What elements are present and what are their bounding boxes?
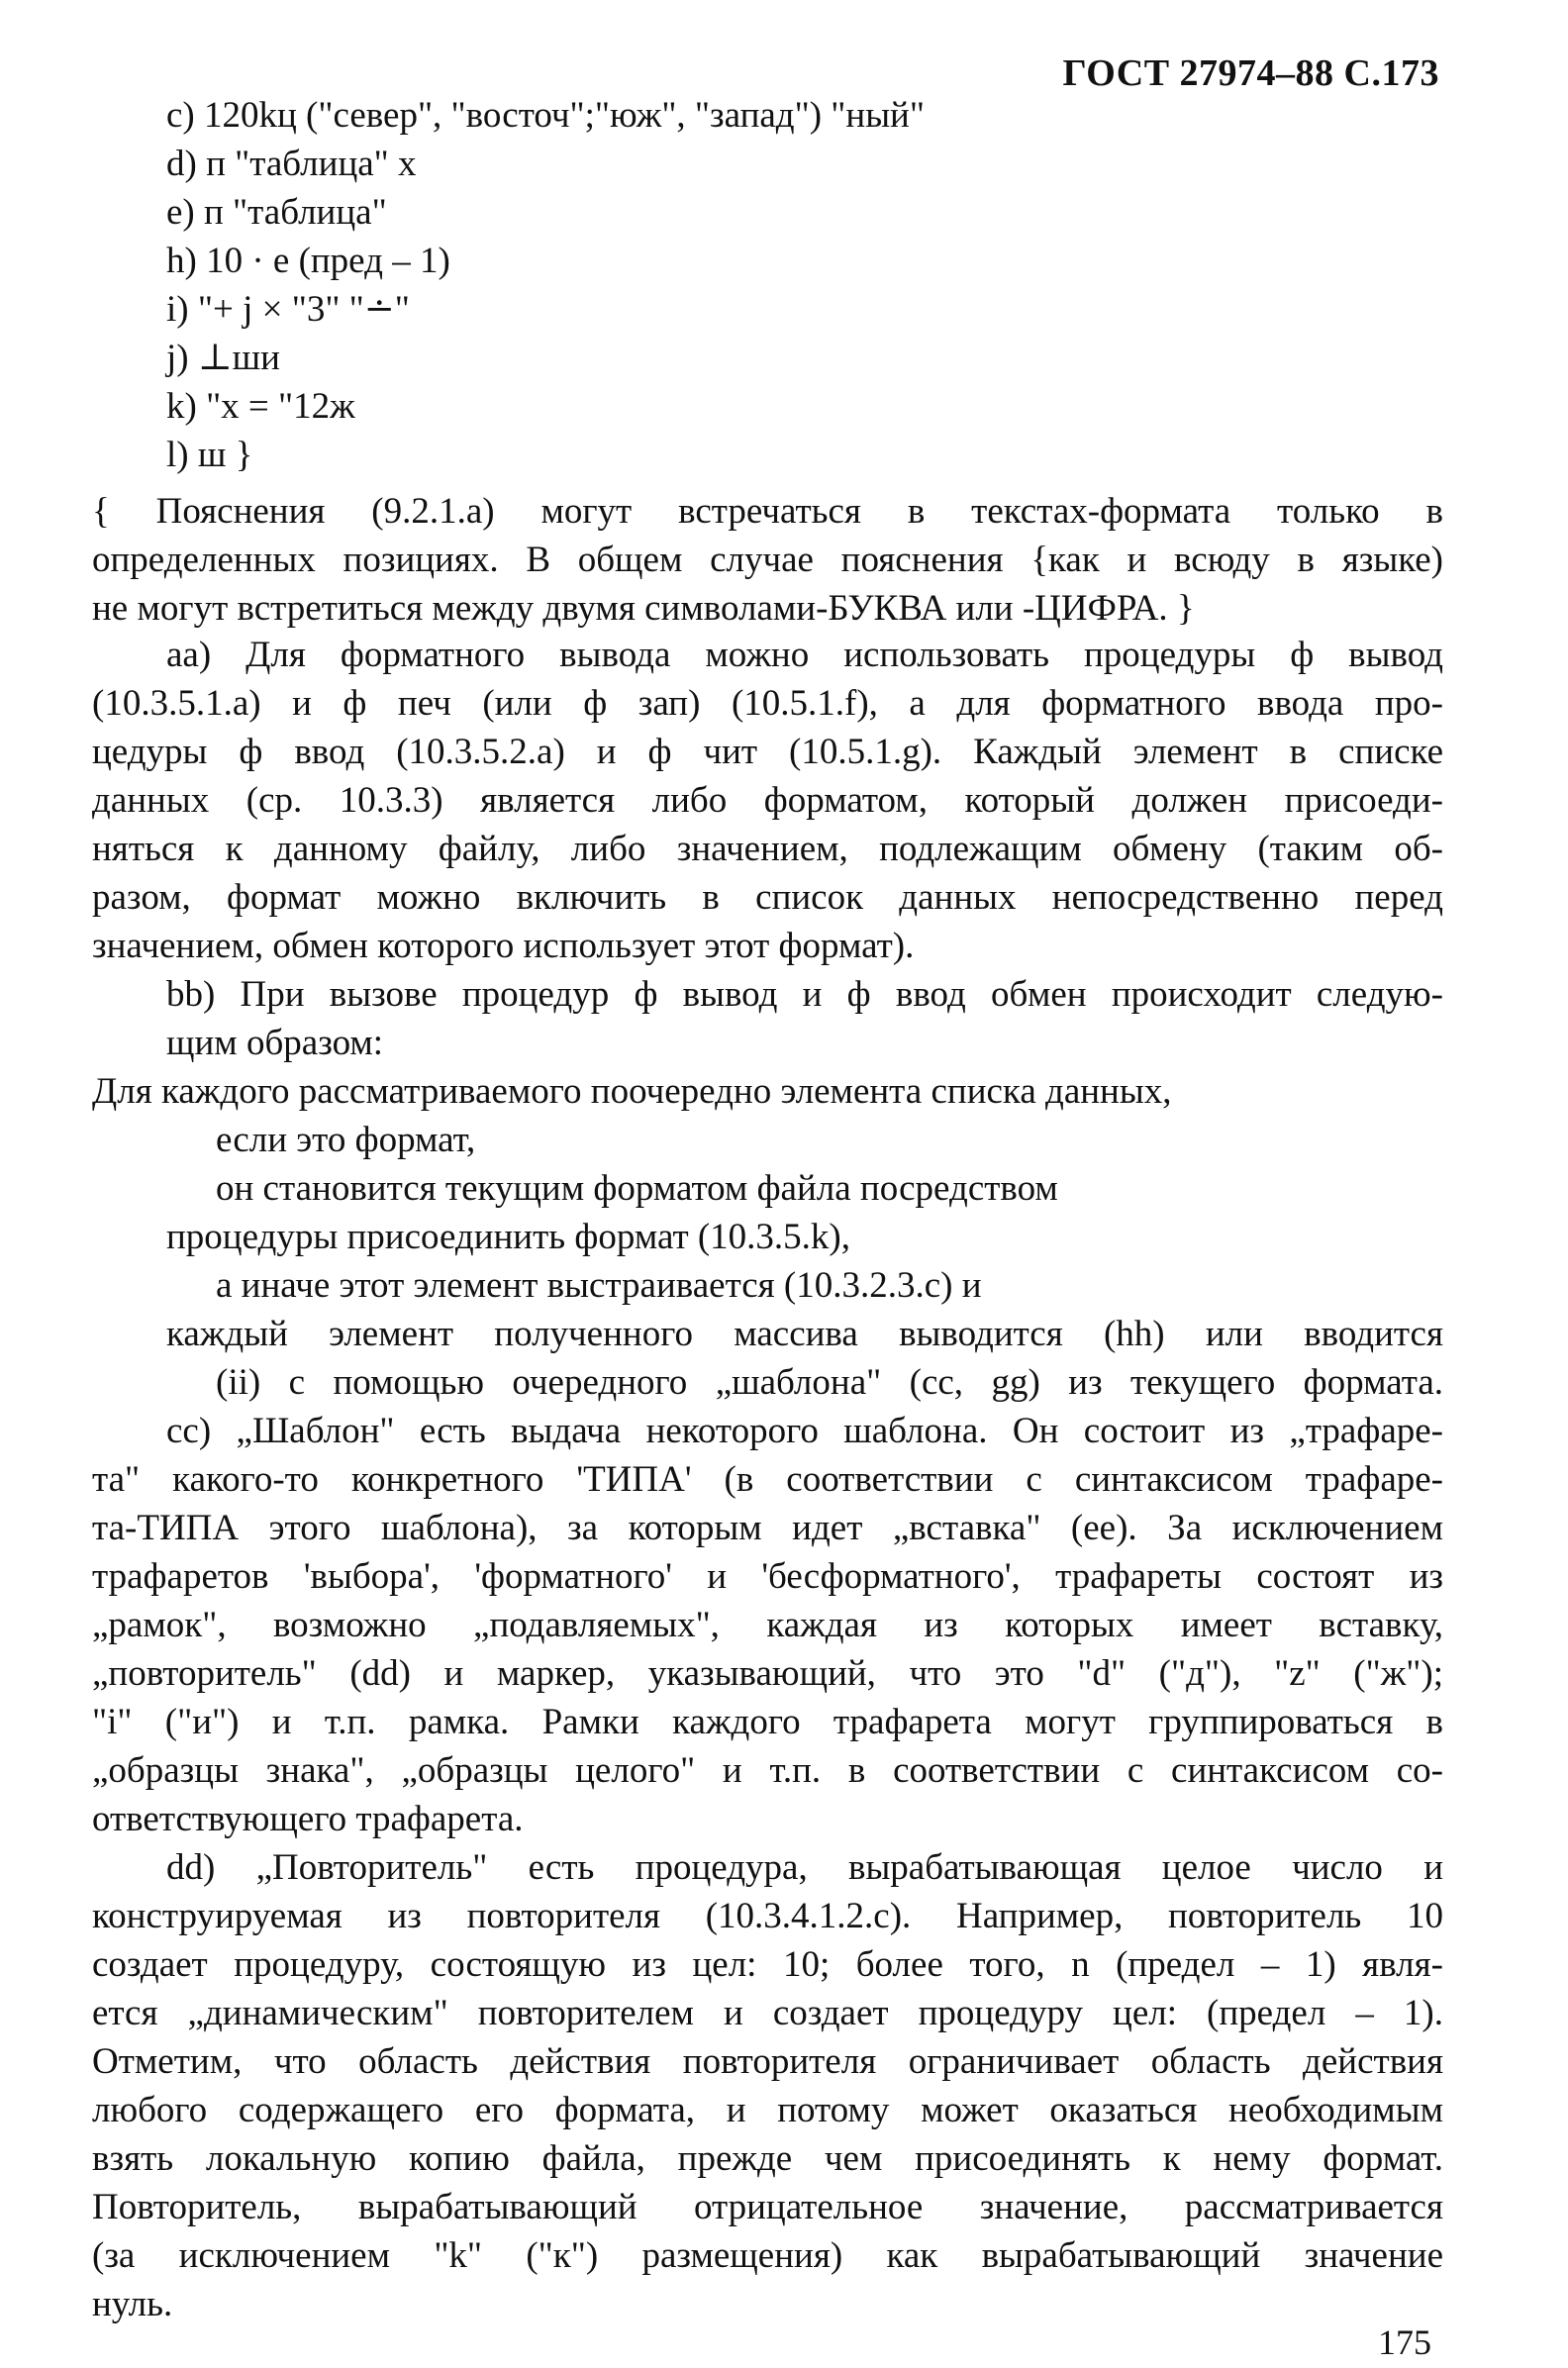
paragraph-bb-line: каждый элемент полученного массива выводится (hh) или вводится: [166, 1314, 1443, 1354]
paragraph-bb-line: bb) При вызове процедур ф вывод и ф ввод обмен происходит следую-: [166, 974, 1443, 1015]
paragraph-bb-line: а иначе этот элемент выстраивается (10.3.2.3.c) и: [216, 1265, 982, 1306]
paragraph-dd-line: dd) „Повторитель" есть процедура, вырабатывающая целое число и: [166, 1847, 1443, 1888]
example-line: l) ш }: [166, 435, 253, 475]
paragraph-cc-line: ответствующего трафарета.: [92, 1799, 524, 1839]
paragraph-bb-line: процедуры присоединить формат (10.3.5.k),: [166, 1217, 851, 1257]
paragraph-bb-line: щим образом:: [166, 1023, 384, 1063]
paragraph-bb-line: (ii) с помощью очередного „шаблона" (cc, gg) из текущего формата.: [216, 1362, 1443, 1403]
example-line: j) ⊥ши: [166, 338, 280, 378]
paragraph-bb-line: он становится текущим форматом файла посредством: [216, 1168, 1058, 1209]
paragraph-aa-line: значением, обмен которого использует этот формат).: [92, 926, 915, 966]
example-line: i) "+ j × "3" "∸": [166, 289, 410, 330]
paragraph-dd-line: (за исключением "k" ("к") размещения) как вырабатывающий значение: [92, 2235, 1443, 2276]
note-line: не могут встретиться между двумя символами-БУКВА или -ЦИФРА. }: [92, 588, 1195, 629]
example-line: c) 120kц ("север", "восточ";"юж", "запад") "ный": [166, 95, 925, 136]
paragraph-dd-line: ется „динамическим" повторителем и создает процедуру цел: (предел – 1).: [92, 1993, 1443, 2033]
paragraph-dd-line: нуль.: [92, 2284, 173, 2324]
example-line: d) п "таблица" х: [166, 144, 417, 184]
paragraph-aa-line: (10.3.5.1.a) и ф печ (или ф зап) (10.5.1.f), а для форматного ввода про-: [92, 683, 1443, 724]
paragraph-dd-line: конструируемая из повторителя (10.3.4.1.2.c). Например, повторитель 10: [92, 1896, 1443, 1936]
page-number: 175: [1378, 2322, 1431, 2362]
running-header: ГОСТ 27974–88 С.173: [1062, 52, 1439, 94]
paragraph-dd-line: любого содержащего его формата, и потому может оказаться необходимым: [92, 2090, 1443, 2130]
example-line: e) п "таблица": [166, 192, 387, 233]
paragraph-aa-line: данных (ср. 10.3.3) является либо форматом, который должен присоеди-: [92, 780, 1443, 821]
paragraph-dd-line: Повторитель, вырабатывающий отрицательное значение, рассматривается: [92, 2187, 1443, 2227]
paragraph-bb-line: если это формат,: [216, 1120, 476, 1160]
note-line: { Пояснения (9.2.1.a) могут встречаться в текстах-формата только в: [92, 491, 1443, 532]
paragraph-dd-line: Отметим, что область действия повторителя ограничивает область действия: [92, 2041, 1443, 2082]
example-line: h) 10 · e (пред – 1): [166, 241, 450, 281]
paragraph-cc-line: "i" ("и") и т.п. рамка. Рамки каждого трафарета могут группироваться в: [92, 1702, 1443, 1742]
paragraph-aa-line: разом, формат можно включить в список данных непосредственно перед: [92, 877, 1443, 918]
note-line: определенных позициях. В общем случае пояснения {как и всюду в языке): [92, 540, 1443, 580]
paragraph-aa-line: aa) Для форматного вывода можно использовать процедуры ф вывод: [166, 635, 1443, 675]
example-line: k) "х = "12ж: [166, 386, 355, 427]
paragraph-cc-line: та" какого-то конкретного 'ТИПА' (в соответствии с синтаксисом трафаре-: [92, 1459, 1443, 1500]
paragraph-aa-line: няться к данному файлу, либо значением, подлежащим обмену (таким об-: [92, 829, 1443, 869]
paragraph-dd-line: создает процедуру, состоящую из цел: 10; более того, n (предел – 1) явля-: [92, 1944, 1443, 1985]
paragraph-aa-line: цедуры ф ввод (10.3.5.2.a) и ф чит (10.5.1.g). Каждый элемент в списке: [92, 732, 1443, 772]
paragraph-cc-line: трафаретов 'выбора', 'форматного' и 'бесформатного', трафареты состоят из: [92, 1556, 1443, 1597]
paragraph-bb-line: Для каждого рассматриваемого поочередно элемента списка данных,: [92, 1071, 1172, 1112]
paragraph-cc-line: та-ТИПА этого шаблона), за которым идет „вставка" (ee). За исключением: [92, 1508, 1443, 1548]
paragraph-cc-line: „рамок", возможно „подавляемых", каждая из которых имеет вставку,: [92, 1605, 1443, 1645]
paragraph-cc-line: „повторитель" (dd) и маркер, указывающий, что это "d" ("д"), "z" ("ж");: [92, 1653, 1443, 1694]
paragraph-dd-line: взять локальную копию файла, прежде чем присоединять к нему формат.: [92, 2138, 1443, 2179]
paragraph-cc-line: cc) „Шаблон" есть выдача некоторого шаблона. Он состоит из „трафаре-: [166, 1411, 1443, 1451]
paragraph-cc-line: „образцы знака", „образцы целого" и т.п. в соответствии с синтаксисом со-: [92, 1750, 1443, 1791]
